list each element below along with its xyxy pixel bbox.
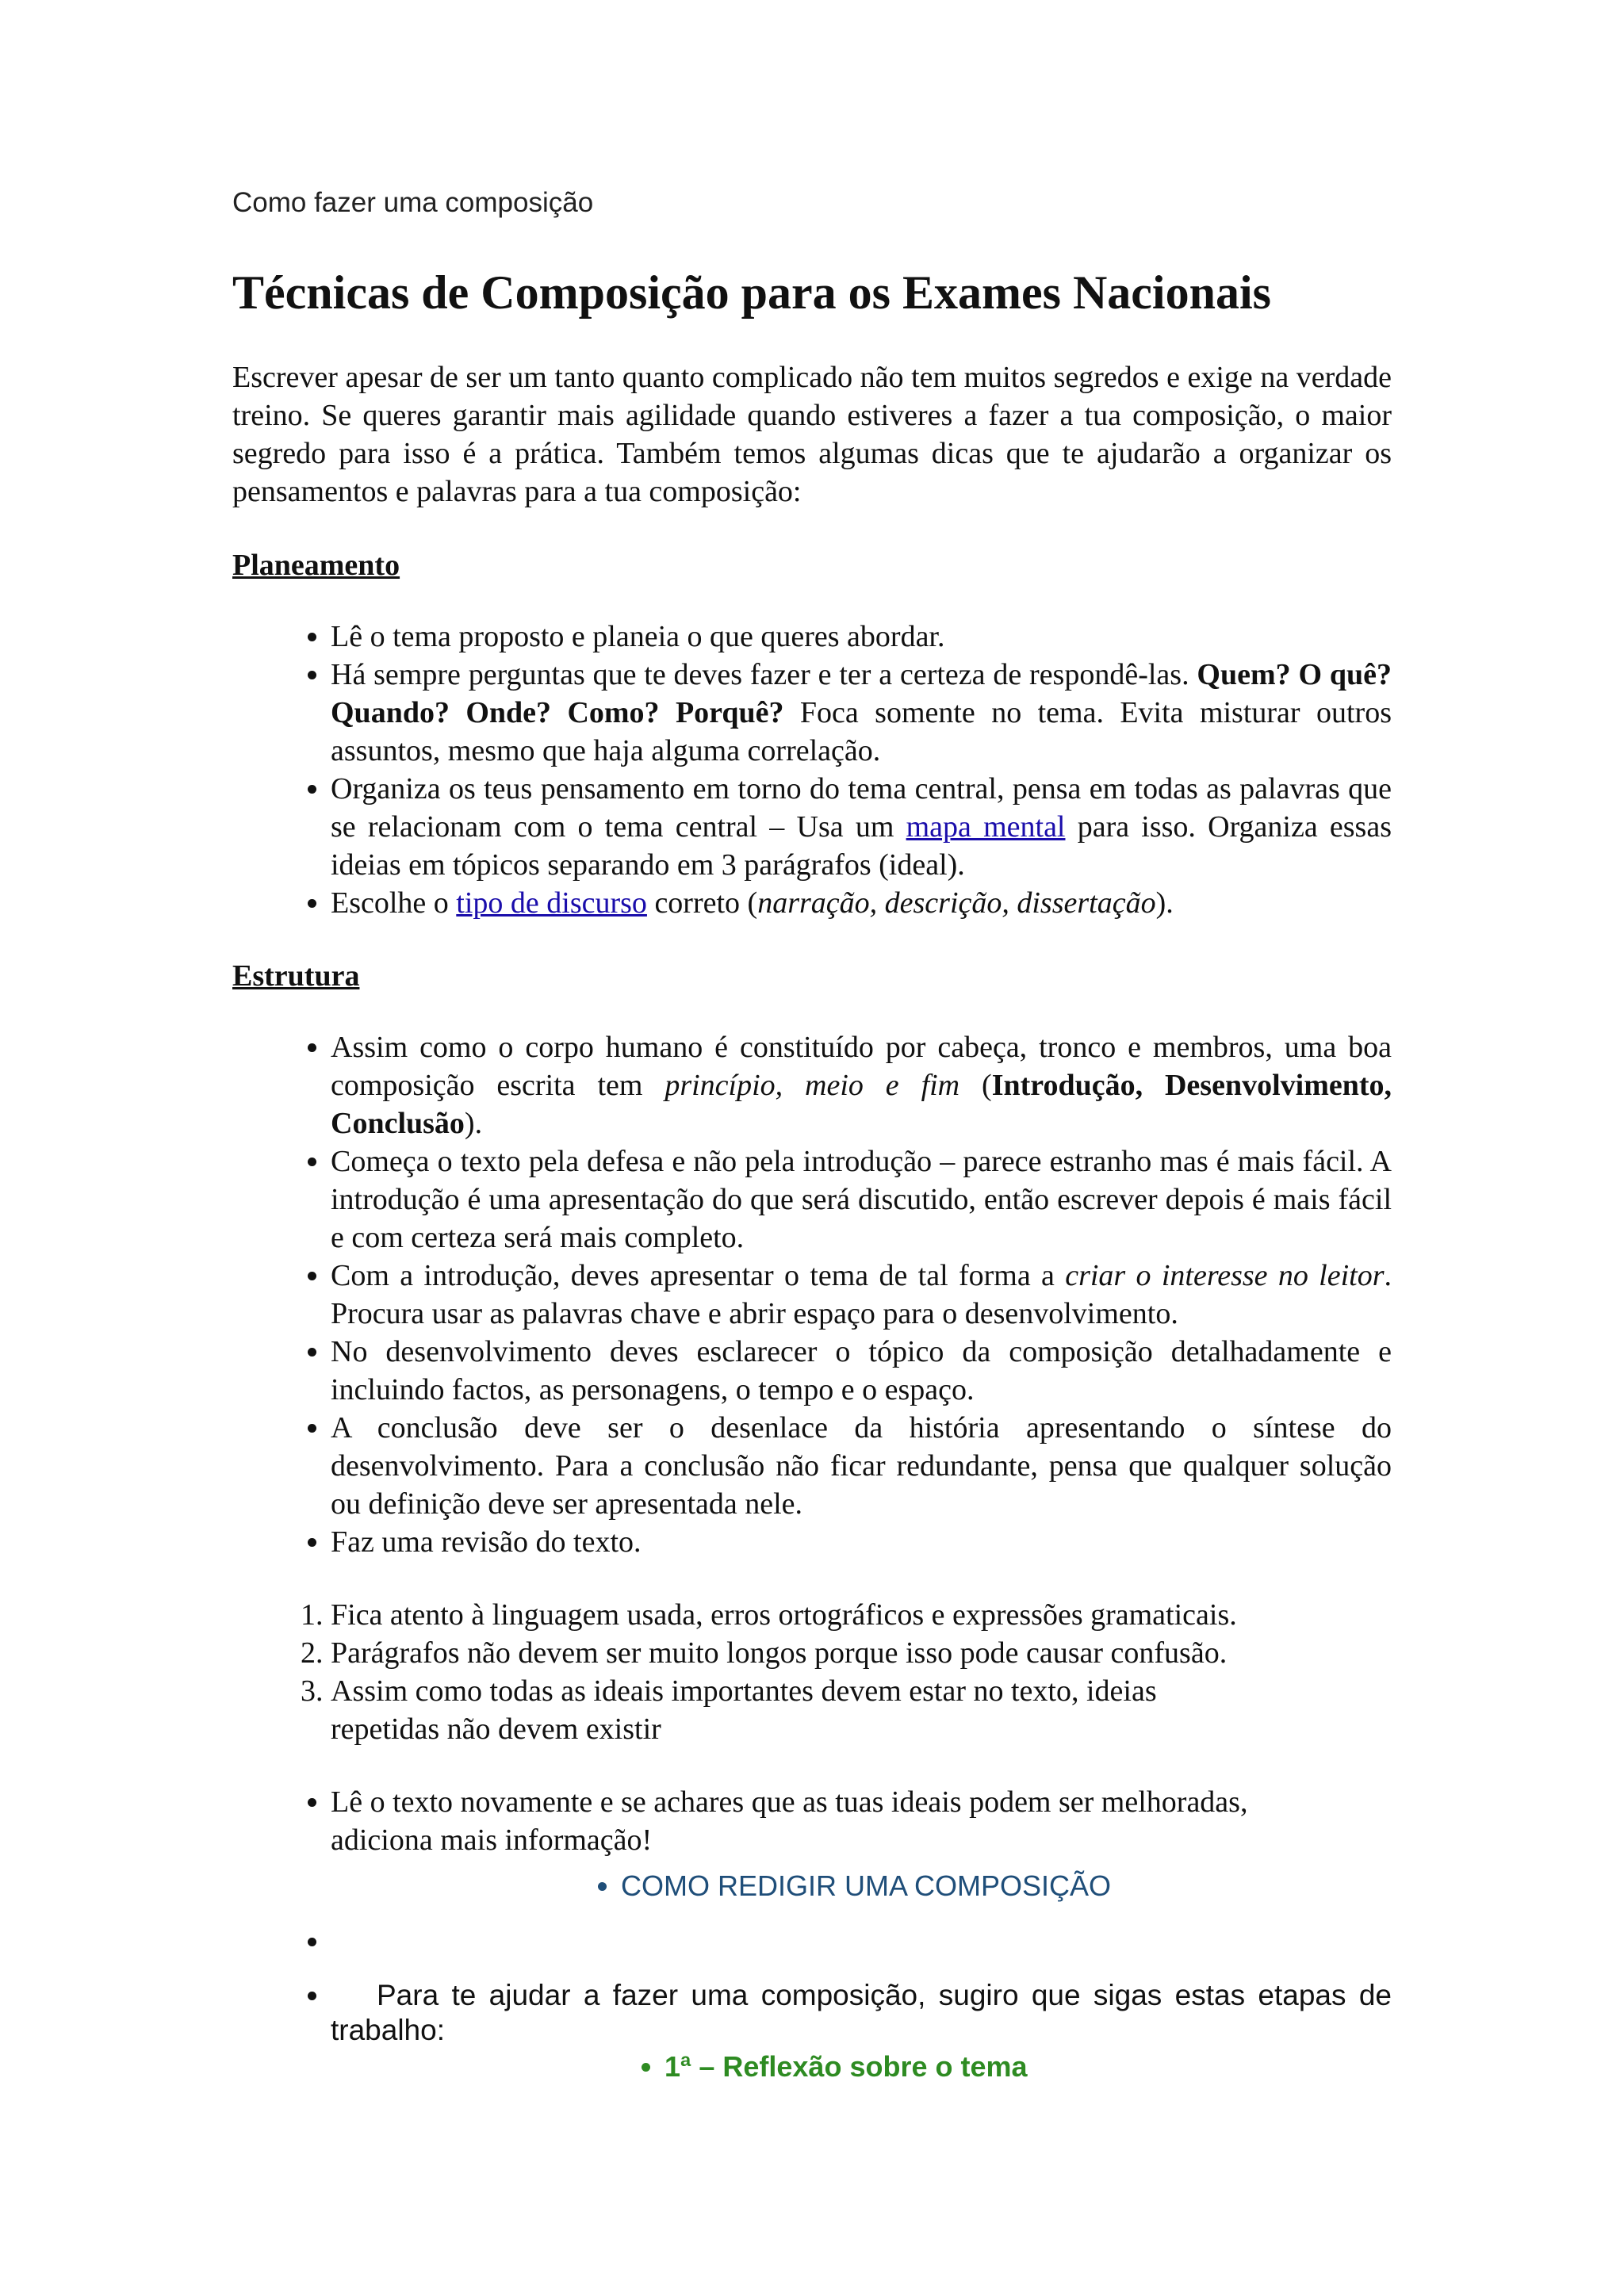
list-item-text: correto (	[646, 886, 758, 920]
etapas-intro	[331, 1978, 1392, 2048]
caption-list	[232, 1867, 1392, 1905]
list-item-bold: Introdução, Desenvolvimento, Conclusão	[331, 1069, 1392, 1140]
list-item	[331, 1028, 1392, 1142]
list-item-italic: princípio, meio e fim	[665, 1069, 960, 1102]
mapa-mental-link[interactable]: mapa mental	[906, 810, 1066, 844]
list-item-text: Assim como o corpo humano é constituído por cabeça, tronco e membros, uma boa composição escrita tem	[331, 1031, 1392, 1102]
list-item-text: Faz uma revisão do texto.	[331, 1525, 642, 1559]
estrutura-list	[232, 1028, 1392, 1561]
intro-paragraph: Escrever apesar de ser um tanto quanto complicado não tem muitos segredos e exige na verdade treino. Se queres garantir mais agilidade quando estiveres a fazer a tua composição, o maior segredo para isso é a prática. Também temos algumas dicas que te ajudarão a organizar os pensamentos e palavras para a tua composição:	[232, 361, 1392, 508]
redigir-caption: • COMO REDIGIR UMA COMPOSIÇÃO	[621, 1867, 1392, 1905]
list-item-text: para isso. Organiza essas ideias em tópicos separando em 3 parágrafos (ideal).	[331, 810, 1392, 882]
list-item-text: Há sempre perguntas que te deves fazer e ter a certeza de respondê-las.	[331, 658, 1197, 691]
numbered-item: 1. Fica atento à linguagem usada, erros ortográficos e expressões gramaticais.	[331, 1596, 1392, 1634]
list-item-text: . Procura usar as palavras chave e abrir espaço para o desenvolvimento.	[331, 1259, 1392, 1330]
list-item-text: Foca somente no tema. Evita misturar outros assuntos, mesmo que haja alguma correlação.	[331, 696, 1392, 767]
etapas-list	[232, 1978, 1392, 2048]
list-item-text: ).	[464, 1107, 483, 1140]
list-item-text: Com a introdução, deves apresentar o tema de tal forma a	[331, 1259, 1066, 1292]
discourse-types-italic: narração, descrição, dissertação	[757, 886, 1156, 920]
planeamento-section	[232, 546, 1392, 922]
list-item-text: A conclusão deve ser o desenlace da história apresentando o síntese do desenvolvimento. Para a conclusão não ficar redundante, pensa que qualquer solução ou definição deve ser apresentada nele.	[331, 1411, 1392, 1521]
step-reflexao: • 1ª – Reflexão sobre o tema	[665, 2048, 1392, 2086]
planeamento-list	[232, 618, 1392, 922]
document-title: Técnicas de Composição para os Exames Nacionais	[232, 266, 1271, 319]
list-item	[331, 1523, 1392, 1561]
list-item-text: Escolhe o	[331, 886, 457, 920]
list-item-text: Para te ajudar a fazer uma composição, sugiro que sigas estas etapas de trabalho:	[331, 1979, 1392, 2046]
page-header: Como fazer uma composição	[232, 187, 594, 218]
list-item	[331, 656, 1392, 770]
list-item-text: (	[959, 1069, 992, 1102]
estrutura-heading: Estrutura	[232, 959, 360, 993]
numbered-item: 3. Assim como todas as ideais importantes devem estar no texto, ideias repetidas não devem existir	[331, 1672, 1392, 1748]
list-item: • Lê o texto novamente e se achares que as tuas ideais podem ser melhoradas, adiciona mais informação!	[331, 1783, 1392, 1859]
step-list	[232, 2048, 1392, 2086]
tipo-de-discurso-link[interactable]: tipo de discurso	[456, 886, 647, 920]
empty-bullet-list	[232, 1923, 1392, 1961]
planeamento-heading: Planeamento	[232, 549, 400, 582]
list-item-text: No desenvolvimento deves esclarecer o tópico da composição detalhadamente e incluindo factos, as personagens, o tempo e o espaço.	[331, 1335, 1392, 1406]
numbered-item: 2. Parágrafos não devem ser muito longos porque isso pode causar confusão.	[331, 1634, 1392, 1672]
empty-list-item	[331, 1923, 1392, 1961]
list-item-text: Começa o texto pela defesa e não pela introdução – parece estranho mas é mais fácil. A introdução é uma apresentação do que será discutido, então escrever depois é mais fácil e com certeza será mais completo.	[331, 1145, 1392, 1254]
list-item	[331, 1142, 1392, 1257]
list-item-text: Organiza os teus pensamento em torno do tema central, pensa em todas as palavras que se relacionam com o tema central – Usa um	[331, 772, 1392, 844]
list-item	[331, 1409, 1392, 1523]
list-item	[331, 1333, 1392, 1409]
document-content	[232, 187, 1392, 2086]
list-item	[331, 1257, 1392, 1333]
list-item-text: Lê o tema proposto e planeia o que queres abordar.	[331, 620, 945, 653]
final-list	[232, 1783, 1392, 1859]
questions-bold: Quem? O quê? Quando? Onde? Como? Porquê?	[331, 658, 1392, 729]
list-item	[331, 770, 1392, 884]
list-item-italic: criar o interesse no leitor	[1065, 1259, 1385, 1292]
estrutura-section	[232, 957, 1392, 1561]
list-item	[331, 618, 1392, 656]
list-item-text: ).	[1155, 886, 1174, 920]
list-item	[331, 884, 1392, 922]
revision-numbered-list	[232, 1596, 1392, 1748]
